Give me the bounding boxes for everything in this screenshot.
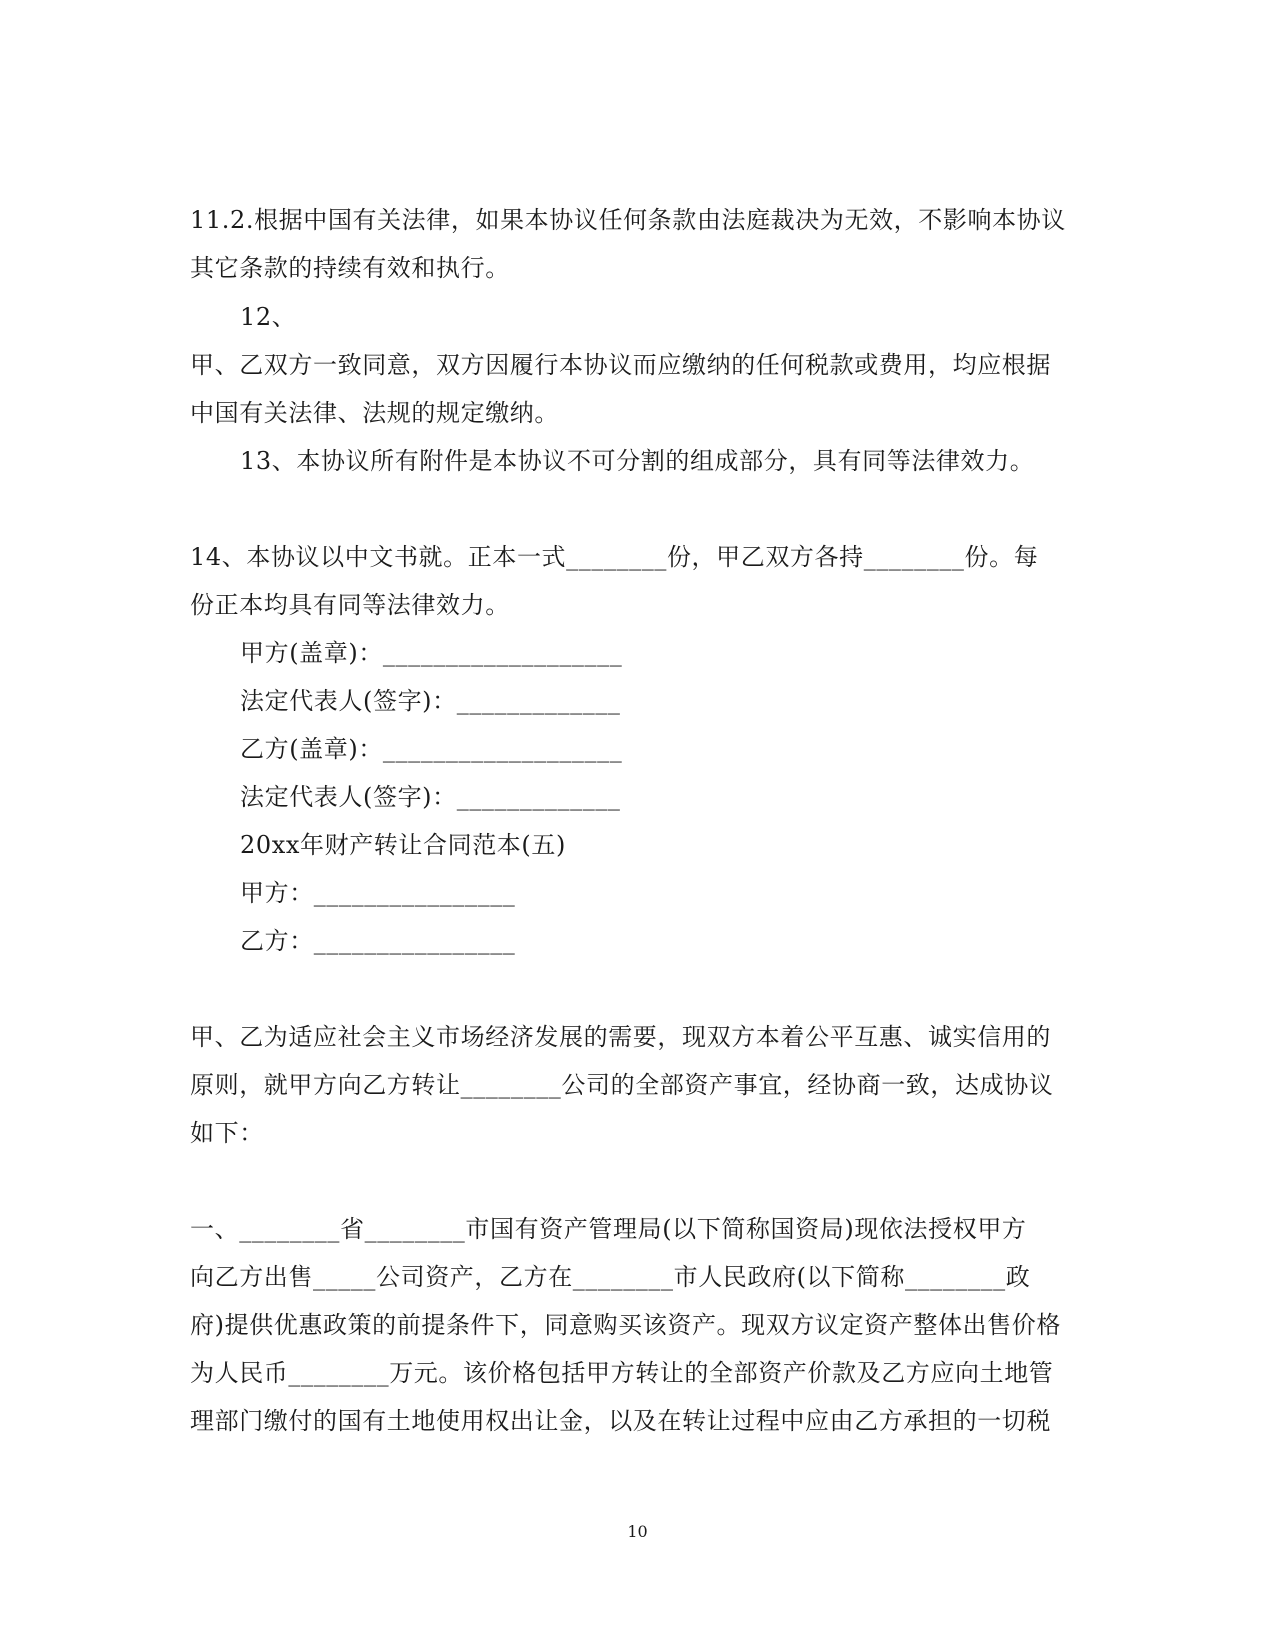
text-line: 府)提供优惠政策的前提条件下，同意购买该资产。现双方议定资产整体出售价格: [190, 1311, 1061, 1339]
party-line: 甲方：________________: [240, 879, 516, 907]
text-line: 一、________省________市国有资产管理局(以下简称国资局)现依法授权甲方: [190, 1215, 1027, 1243]
text-line: 11.2.根据中国有关法律，如果本协议任何条款由法庭裁决为无效，不影响本协议: [190, 206, 1066, 234]
text-line: 甲、乙双方一致同意，双方因履行本协议而应缴纳的任何税款或费用，均应根据: [190, 351, 1051, 379]
party-line: 乙方：________________: [240, 927, 516, 955]
signature-line: 甲方(盖章)：___________________: [240, 639, 623, 667]
text-line: 份正本均具有同等法律效力。: [190, 591, 510, 619]
page-number: 10: [627, 1522, 648, 1541]
text-line: 原则，就甲方向乙方转让________公司的全部资产事宜，经协商一致，达成协议: [190, 1071, 1054, 1099]
text-line: 中国有关法律、法规的规定缴纳。: [190, 399, 559, 427]
section-title: 20xx年财产转让合同范本(五): [240, 831, 566, 859]
text-line: 理部门缴付的国有土地使用权出让金，以及在转让过程中应由乙方承担的一切税: [190, 1407, 1051, 1435]
text-line: 其它条款的持续有效和执行。: [190, 254, 510, 282]
text-line: 12、: [240, 303, 297, 331]
text-line: 向乙方出售_____公司资产，乙方在________市人民政府(以下简称________政: [190, 1263, 1031, 1291]
signature-line: 法定代表人(签字)：_____________: [240, 783, 621, 811]
text-line: 14、本协议以中文书就。正本一式________份，甲乙双方各持________份。每: [190, 543, 1039, 571]
text-line: 为人民币________万元。该价格包括甲方转让的全部资产价款及乙方应向土地管: [190, 1359, 1054, 1387]
signature-line: 法定代表人(签字)：_____________: [240, 687, 621, 715]
text-line: 如下：: [190, 1119, 264, 1147]
text-line: 甲、乙为适应社会主义市场经济发展的需要，现双方本着公平互惠、诚实信用的: [190, 1023, 1051, 1051]
signature-line: 乙方(盖章)：___________________: [240, 735, 623, 763]
text-line: 13、本协议所有附件是本协议不可分割的组成部分，具有同等法律效力。: [240, 447, 1035, 475]
